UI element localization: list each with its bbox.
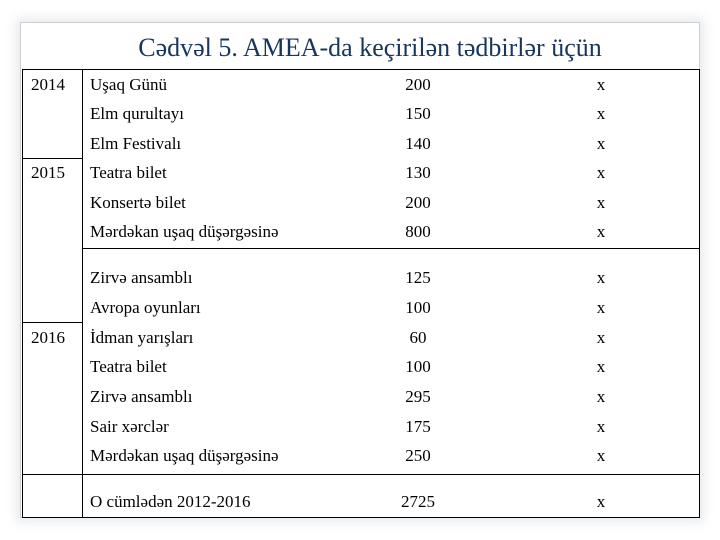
mark-cell: x [596,163,606,182]
value-cell: 130 [405,163,431,182]
item-cell: Teatra bilet [90,357,167,376]
mark-cell: x [596,298,606,317]
item-cell: Zirvə ansamblı [90,268,193,287]
mark-cell: x [596,387,606,406]
mark-cell: x [596,446,606,465]
mark-cell: x [596,75,606,94]
item-cell: Konsertə bilet [90,193,186,212]
item-cell: Avropa oyunları [90,298,201,317]
mark-cell: x [596,268,606,287]
value-cell: 125 [405,268,431,287]
total-value: 2725 [401,492,435,511]
value-cell: 200 [405,193,431,212]
item-cell: Mərdəkan uşaq düşərgəsinə [90,446,279,465]
mark-cell: x [596,222,606,241]
item-cell: Mərdəkan uşaq düşərgəsinə [90,222,279,241]
column-divider-year [82,69,83,518]
year-cell: 2014 [31,75,65,94]
value-cell: 200 [405,75,431,94]
item-cell: İdman yarışları [90,328,194,347]
value-cell: 175 [405,417,431,436]
total-label: O cümlədən 2012-2016 [90,492,251,511]
value-cell: 60 [409,328,427,347]
item-cell: Zirvə ansamblı [90,387,193,406]
item-cell: Elm Festivalı [90,134,182,153]
value-cell: 140 [405,134,431,153]
year-separator-2016 [22,322,82,323]
table-left-border [22,69,23,518]
table-title: Cədvəl 5. AMEA-da keçirilən tədbirlər üçün [138,33,602,62]
mark-cell: x [596,357,606,376]
value-cell: 150 [405,104,431,123]
mark-cell: x [596,417,606,436]
table-right-border [699,69,700,518]
row-separator [82,248,700,249]
year-cell: 2016 [31,328,65,347]
value-cell: 800 [405,222,431,241]
value-cell: 295 [405,387,431,406]
value-cell: 250 [405,446,431,465]
item-cell: Uşaq Günü [90,75,167,94]
total-separator [82,474,700,475]
mark-cell: x [596,134,606,153]
item-cell: Teatra bilet [90,163,167,182]
year-cell: 2015 [31,163,65,182]
value-cell: 100 [405,298,431,317]
item-cell: Elm qurultayı [90,104,184,123]
mark-cell: x [596,328,606,347]
value-cell: 100 [405,357,431,376]
year-separator-2015 [22,158,82,159]
item-cell: Sair xərclər [90,417,169,436]
table-bottom-border [22,517,700,518]
mark-cell: x [596,492,606,511]
mark-cell: x [596,104,606,123]
table-top-border [22,69,700,70]
year-total-separator [22,474,82,475]
mark-cell: x [596,193,606,212]
